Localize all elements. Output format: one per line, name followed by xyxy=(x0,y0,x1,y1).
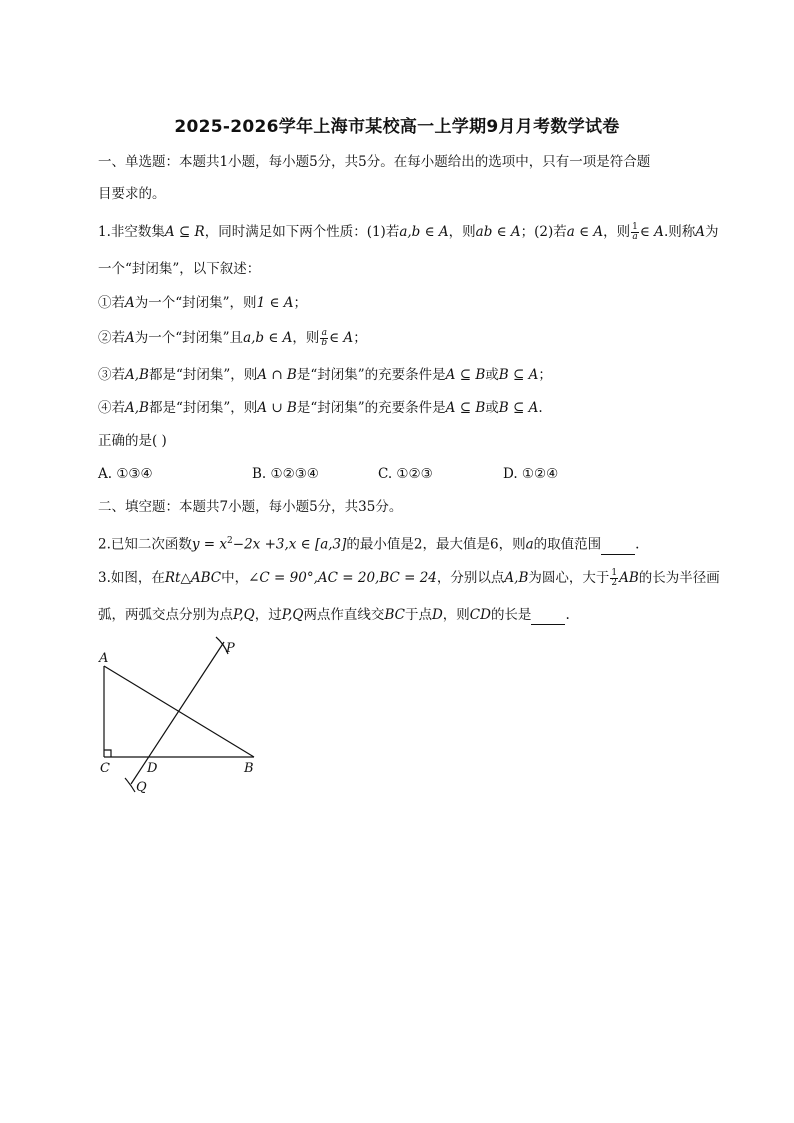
text: ，过 xyxy=(254,607,282,623)
text: ； xyxy=(293,295,307,311)
fraction-one-half xyxy=(610,569,618,588)
text: 中， xyxy=(221,570,249,586)
text: 弧，两弧交点分别为点 xyxy=(98,607,233,623)
text: 于点 xyxy=(404,607,432,623)
math: −2x +3,x ∈ [a,3] xyxy=(232,536,347,553)
text: 是“封闭集”的充要条件是 xyxy=(296,367,446,383)
perpendicular-bisector-line xyxy=(131,642,224,784)
text: . xyxy=(635,536,640,553)
math: A,B xyxy=(504,570,529,586)
math: ∈ A xyxy=(639,224,664,240)
text: 的长是 xyxy=(490,607,532,623)
text: ； xyxy=(538,367,552,383)
option-b[interactable]: B. ①②③④ xyxy=(252,466,319,482)
math: Rt△ABC xyxy=(164,570,222,586)
text: ； xyxy=(353,330,367,346)
text: ，分别以点 xyxy=(436,570,505,586)
label-a: A xyxy=(99,651,109,666)
math: BC xyxy=(384,607,405,623)
statement-2 xyxy=(98,328,367,348)
page-title: 2025-2026学年上海市某校高一上学期9月月考数学试卷 xyxy=(174,117,620,137)
text: 或 xyxy=(485,367,499,383)
math: D xyxy=(431,607,443,623)
label-b: B xyxy=(244,761,254,776)
fraction-a-over-b xyxy=(320,329,328,348)
math: A ⊆ B xyxy=(445,400,486,416)
section2-heading: 二、填空题：本题共7小题，每小题5分，共35分。 xyxy=(98,499,403,515)
text: . xyxy=(565,607,570,623)
math: A ⊆ R xyxy=(164,224,205,240)
fraction-numerator: 1 xyxy=(632,222,638,232)
text: ，则 xyxy=(292,330,320,346)
math: 1 ∈ A xyxy=(256,295,294,311)
math: A xyxy=(125,295,135,311)
math: A,B xyxy=(125,367,149,383)
question-3-line2 xyxy=(98,605,570,625)
text: 都是“封闭集”，则 xyxy=(148,400,258,416)
math: A ⊆ B xyxy=(445,367,486,383)
math: A xyxy=(695,224,705,240)
text: ，则 xyxy=(448,224,476,240)
label-c: C xyxy=(100,761,110,776)
text: 为 xyxy=(704,224,719,240)
text: .则称 xyxy=(663,224,696,240)
superscript: 2 xyxy=(227,536,233,546)
label-q: Q xyxy=(136,780,147,795)
math: AB xyxy=(619,570,639,586)
text: 都是“封闭集”，则 xyxy=(148,367,258,383)
math: A,B xyxy=(125,400,149,416)
text: ①若 xyxy=(98,295,125,311)
text: ③若 xyxy=(98,367,125,383)
section1-heading-line2: 目要求的。 xyxy=(98,186,166,202)
math: P,Q xyxy=(233,607,255,623)
math: a ∈ A xyxy=(566,224,604,240)
text: 两点作直线交 xyxy=(303,607,385,623)
math: CD xyxy=(469,607,491,623)
math: ∈ A xyxy=(329,330,354,346)
text: ②若 xyxy=(98,330,125,346)
statement-1 xyxy=(98,293,307,313)
math: P,Q xyxy=(281,607,304,623)
section1-heading-line1: 一、单选题：本题共1小题，每小题5分，共5分。在每小题给出的选项中，只有一项是符合题 xyxy=(98,154,651,170)
text: 为圆心，大于 xyxy=(528,570,610,586)
option-d[interactable]: D. ①②④ xyxy=(503,466,559,482)
math: B ⊆ A xyxy=(498,367,539,383)
math: B ⊆ A xyxy=(498,400,539,416)
math: y = x xyxy=(191,536,228,553)
option-a[interactable]: A. ①③④ xyxy=(98,466,153,482)
question-1-prompt: 正确的是( ) xyxy=(98,433,167,449)
text: 1.非空数集 xyxy=(98,224,165,240)
text: 为一个“封闭集”，则 xyxy=(134,295,257,311)
text: 2.已知二次函数 xyxy=(98,536,192,553)
fraction-denominator: a xyxy=(632,232,638,242)
question-3-line1 xyxy=(98,568,720,588)
text: . xyxy=(538,400,543,416)
math: a,b ∈ A xyxy=(399,224,449,240)
triangle-figure xyxy=(88,632,278,802)
math: a xyxy=(525,536,534,553)
answer-blank[interactable] xyxy=(531,610,565,625)
text: 或 xyxy=(485,400,499,416)
statement-3 xyxy=(98,365,552,385)
fraction-one-over-a xyxy=(631,223,639,242)
text: ，同时满足如下两个性质：(1)若 xyxy=(204,224,400,240)
question-1-stem-line1 xyxy=(98,222,718,242)
math: ∠C = 90°,AC = 20,BC = 24 xyxy=(248,570,437,586)
statement-4 xyxy=(98,398,543,418)
text: ，则 xyxy=(603,224,631,240)
text: ；(2)若 xyxy=(520,224,567,240)
math: a,b ∈ A xyxy=(243,330,293,346)
label-p: P xyxy=(226,641,235,656)
math: A xyxy=(125,330,135,346)
fraction-denominator: b xyxy=(321,338,328,348)
question-2 xyxy=(98,531,639,555)
text: 3.如图，在 xyxy=(98,570,165,586)
text: ，则 xyxy=(442,607,470,623)
label-d: D xyxy=(147,761,158,776)
text: ④若 xyxy=(98,400,125,416)
fraction-denominator: 2 xyxy=(611,578,618,588)
right-angle-mark xyxy=(104,750,111,757)
question-1-stem-line2: 一个“封闭集”，以下叙述： xyxy=(98,261,261,277)
text: 为一个“封闭集”且 xyxy=(134,330,244,346)
text: 的长为半径画 xyxy=(638,570,720,586)
text: 的最小值是2，最大值是6，则 xyxy=(346,536,526,553)
math: ab ∈ A xyxy=(475,224,521,240)
option-c[interactable]: C. ①②③ xyxy=(378,466,433,482)
fraction-numerator: 1 xyxy=(611,568,618,578)
math: A ∪ B xyxy=(257,400,297,416)
fraction-numerator: a xyxy=(321,328,327,338)
text: 的取值范围 xyxy=(533,536,602,553)
math: A ∩ B xyxy=(257,367,297,383)
text: 是“封闭集”的充要条件是 xyxy=(296,400,446,416)
answer-blank[interactable] xyxy=(601,540,635,555)
